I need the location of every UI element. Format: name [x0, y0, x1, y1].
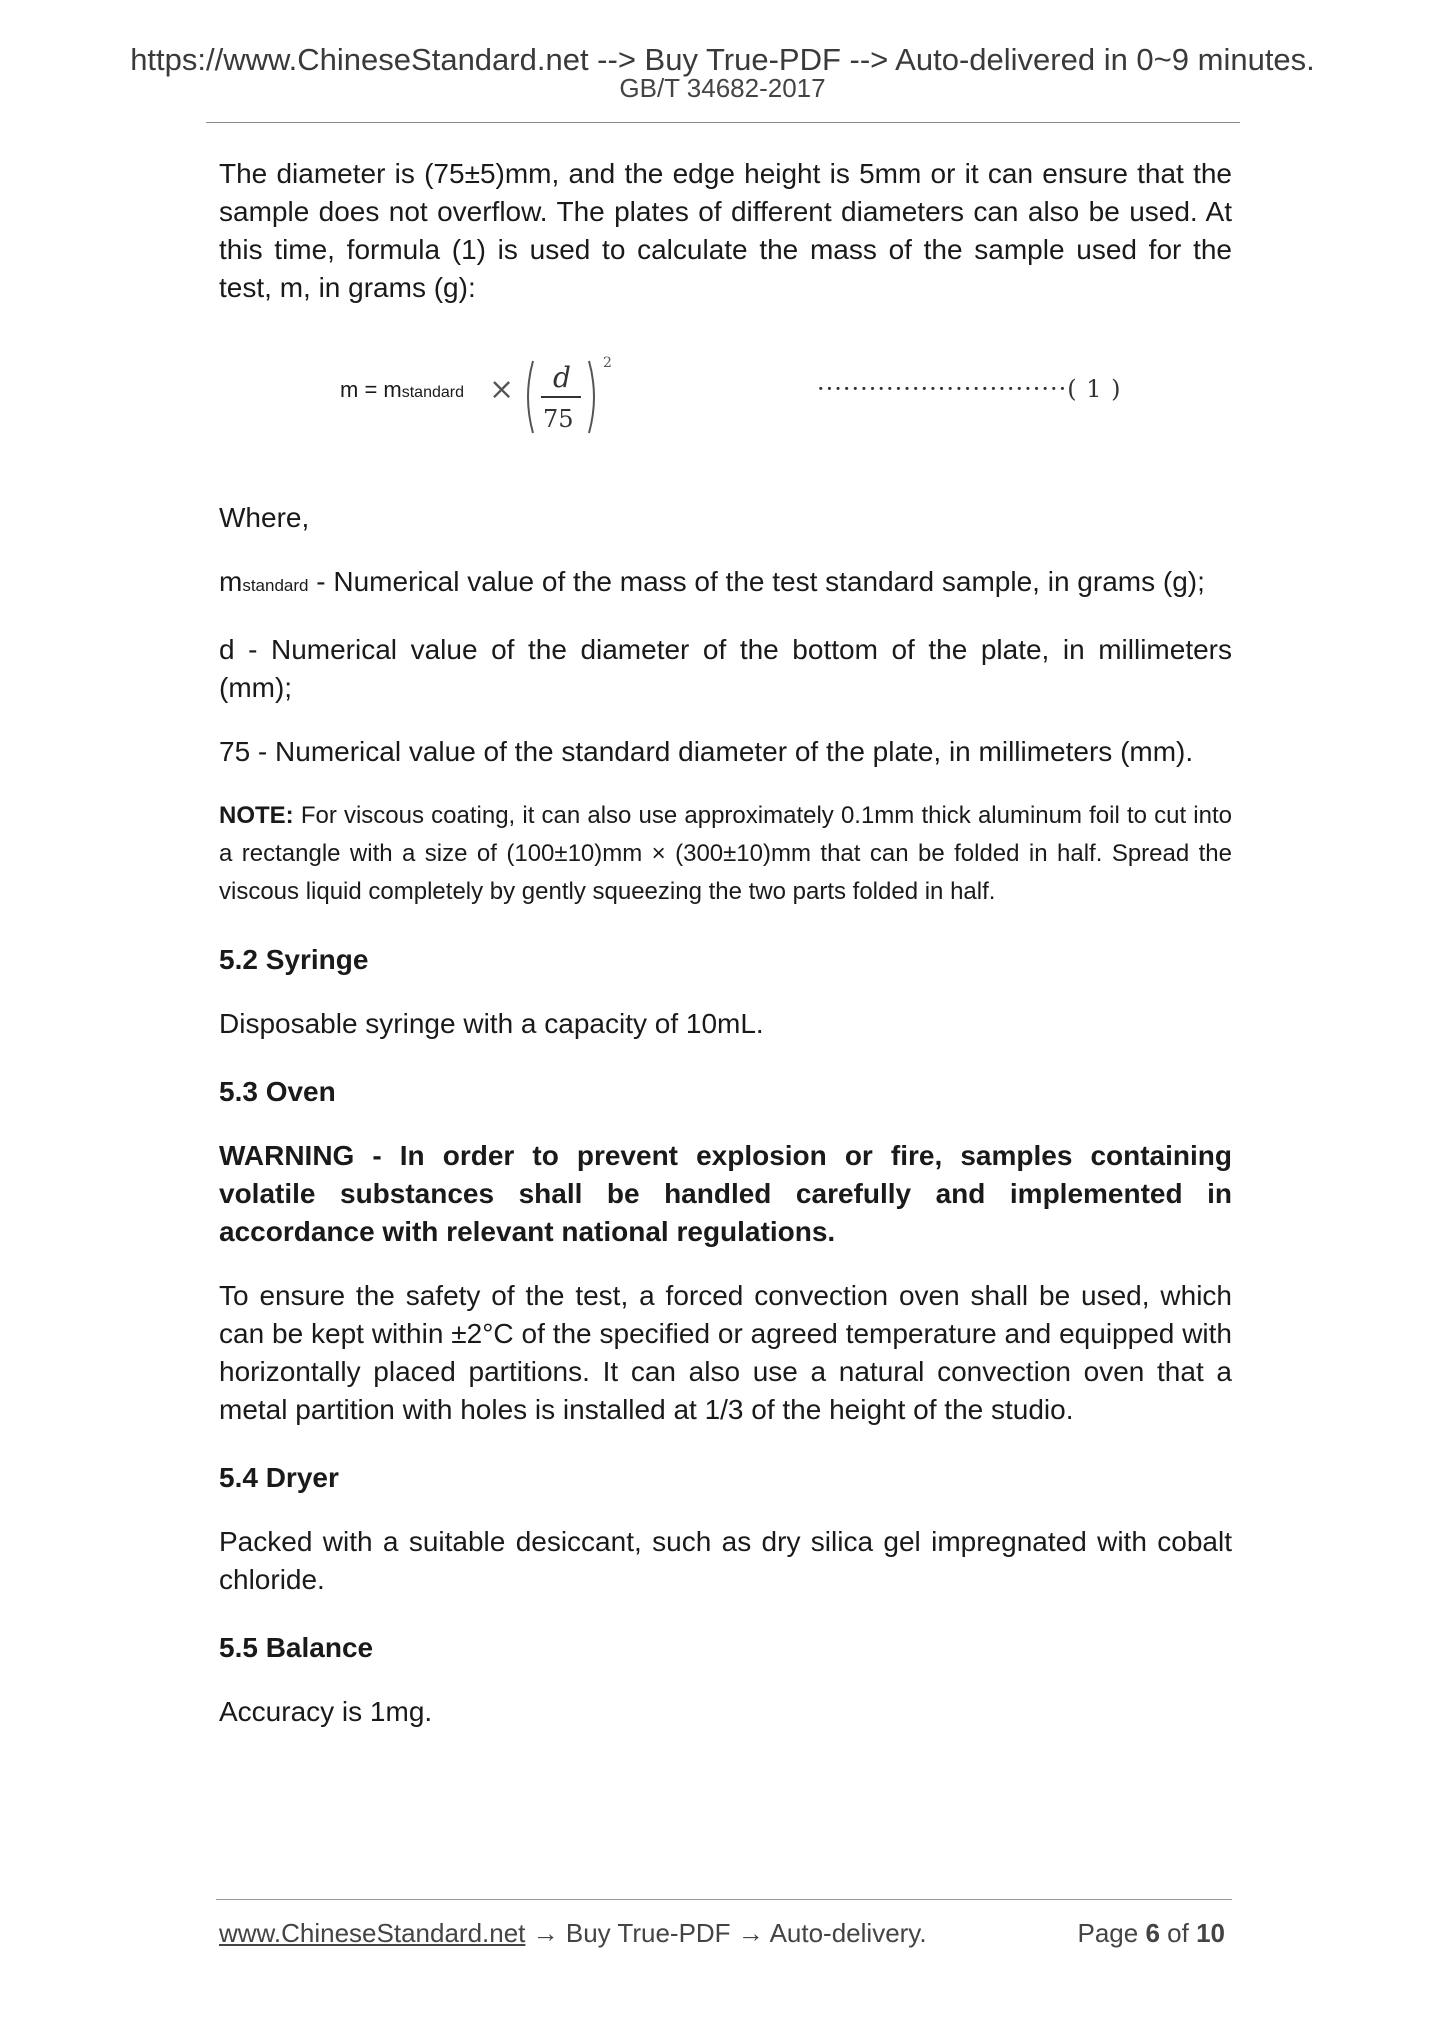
- footer-site-link[interactable]: www.ChineseStandard.net: [219, 1918, 526, 1948]
- definition-m-text: - Numerical value of the mass of the test standard sample, in grams (g);: [308, 566, 1205, 597]
- note-text: For viscous coating, it can also use approximately 0.1mm thick aluminum foil to cut into a rectangle with a size of (100±10)mm × (300±10)mm that can be folded in half. Spread the viscous liquid completely by gently squeezing the two parts folded in half.: [219, 802, 1232, 905]
- page-of: of: [1167, 1918, 1189, 1948]
- formula-exponent: 2: [603, 355, 612, 371]
- section-5-4-text: Packed with a suitable desiccant, such as dry silica gel impregnated with cobalt chloride.: [219, 1526, 1232, 1595]
- page-label: Page: [1077, 1918, 1139, 1948]
- formula-fraction-graphic: [489, 347, 649, 455]
- formula-lhs-text: m = m: [340, 377, 402, 402]
- header-url-line: https://www.ChineseStandard.net --> Buy True-PDF --> Auto-delivered in 0~9 minutes.: [130, 42, 1315, 77]
- formula-left-paren: [528, 361, 533, 433]
- definition-m-standard: [219, 563, 1232, 605]
- page-indicator: [1077, 1918, 1225, 1949]
- formula-right-paren: [589, 361, 594, 433]
- section-5-2-heading: 5.2 Syringe: [219, 944, 369, 975]
- definition-d: d - Numerical value of the diameter of the bottom of the plate, in millimeters (mm);: [219, 634, 1232, 703]
- definition-75: 75 - Numerical value of the standard diameter of the plate, in millimeters (mm).: [219, 736, 1194, 767]
- section-5-5-text: Accuracy is 1mg.: [219, 1696, 433, 1727]
- formula-lhs: [340, 377, 464, 403]
- formula-denominator: 75: [543, 405, 574, 433]
- section-5-4-heading: 5.4 Dryer: [219, 1462, 339, 1493]
- footer-left: [219, 1918, 927, 1949]
- footer-divider: [216, 1899, 1232, 1900]
- section-5-3-text: To ensure the safety of the test, a forced convection oven shall be used, which can be kept within ±2°C of the specified or agreed temperature and equipped with horizontally placed partitions. It can also use a natural convection oven that a metal partition with holes is installed at 1/3 of the height of the studio.: [219, 1280, 1232, 1425]
- intro-paragraph: The diameter is (75±5)mm, and the edge height is 5mm or it can ensure that the sample does not overflow. The plates of different diameters can also be used. At this time, formula (1) is used to calculate the mass of the sample used for the test, m, in grams (g):: [219, 158, 1232, 303]
- formula-dots: ·····························: [817, 375, 1068, 403]
- formula-numerator: d: [553, 361, 571, 394]
- formula-lhs-subscript: standard: [401, 384, 464, 401]
- header-divider: [206, 122, 1240, 123]
- note-label: NOTE:: [219, 802, 294, 829]
- where-label: Where,: [219, 502, 310, 533]
- section-5-3-heading: 5.3 Oven: [219, 1076, 336, 1107]
- standard-code: GB/T 34682-2017: [619, 73, 826, 103]
- section-5-3-warning: WARNING - In order to prevent explosion or fire, samples containing volatile substances shall be handled carefully and implemented in accordance with relevant national regulations.: [219, 1140, 1232, 1247]
- page-content: [219, 155, 1232, 1731]
- formula-number: ( 1 ): [1067, 375, 1122, 403]
- definition-m-subscript: standard: [242, 576, 309, 595]
- definition-m-symbol: m: [219, 566, 243, 597]
- section-5-2-text: Disposable syringe with a capacity of 10mL.: [219, 1008, 764, 1039]
- page-total: 10: [1196, 1918, 1225, 1948]
- footer-buy-text: → Buy True-PDF → Auto-delivery.: [525, 1918, 927, 1948]
- note-paragraph: [219, 797, 1232, 911]
- formula-leader: [817, 375, 1122, 403]
- page-current: 6: [1145, 1918, 1160, 1948]
- section-5-5-heading: 5.5 Balance: [219, 1632, 374, 1663]
- formula-times-sign: ×: [489, 372, 515, 407]
- formula-1: [219, 347, 1232, 455]
